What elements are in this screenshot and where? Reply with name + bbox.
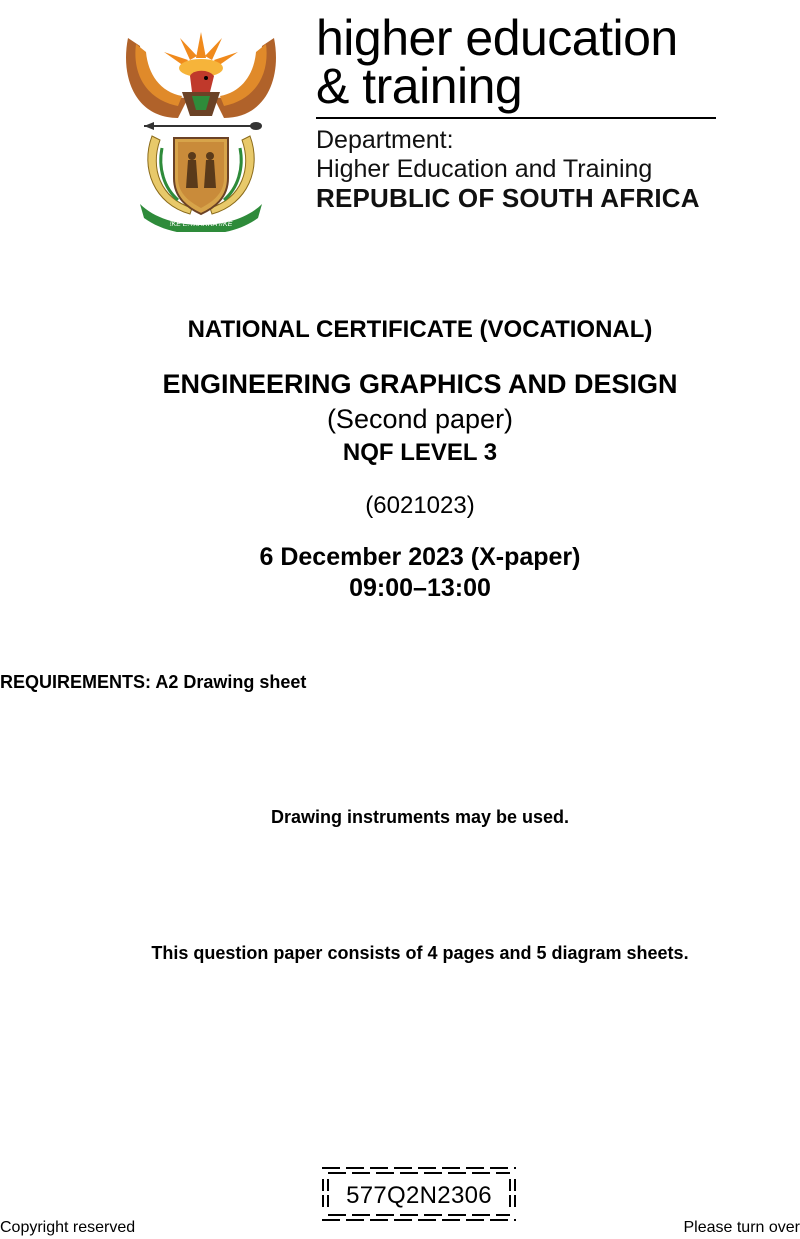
nqf-level: NQF LEVEL 3 — [342, 439, 498, 466]
department-label: Department: — [316, 126, 454, 154]
sun-icon — [164, 32, 238, 77]
spear-icon — [144, 122, 262, 130]
shield-icon — [174, 138, 228, 214]
paper-code: 577Q2N2306 — [346, 1182, 492, 1209]
footer-turn-over: Please turn over — [683, 1219, 800, 1236]
subject-code: (6021023) — [365, 492, 475, 519]
department-logo-text — [316, 10, 678, 114]
country-name: REPUBLIC OF SOUTH AFRICA — [316, 183, 700, 213]
department-details — [316, 126, 700, 213]
department-logo-line2: & training — [316, 58, 523, 114]
header-divider — [316, 117, 716, 119]
motto-text: !KE E: /XARRA //KE — [169, 221, 233, 228]
department-logo-line1: higher education — [316, 10, 678, 66]
secretary-bird-icon — [182, 71, 220, 116]
instruments-note: Drawing instruments may be used. — [270, 807, 570, 827]
coat-of-arms-logo — [118, 18, 284, 232]
exam-date: 6 December 2023 (X-paper) — [259, 543, 581, 571]
paper-code-box — [320, 1165, 518, 1223]
qualification-title: NATIONAL CERTIFICATE (VOCATIONAL) — [187, 316, 653, 343]
requirements-text: REQUIREMENTS: A2 Drawing sheet — [0, 672, 307, 692]
subject-title: ENGINEERING GRAPHICS AND DESIGN — [162, 369, 678, 399]
exam-time: 09:00–13:00 — [349, 574, 491, 602]
page-count-note: This question paper consists of 4 pages and 5 diagram sheets. — [151, 943, 689, 963]
department-name: Higher Education and Training — [316, 155, 653, 183]
footer-copyright: Copyright reserved — [0, 1219, 136, 1236]
paper-number: (Second paper) — [326, 404, 514, 434]
